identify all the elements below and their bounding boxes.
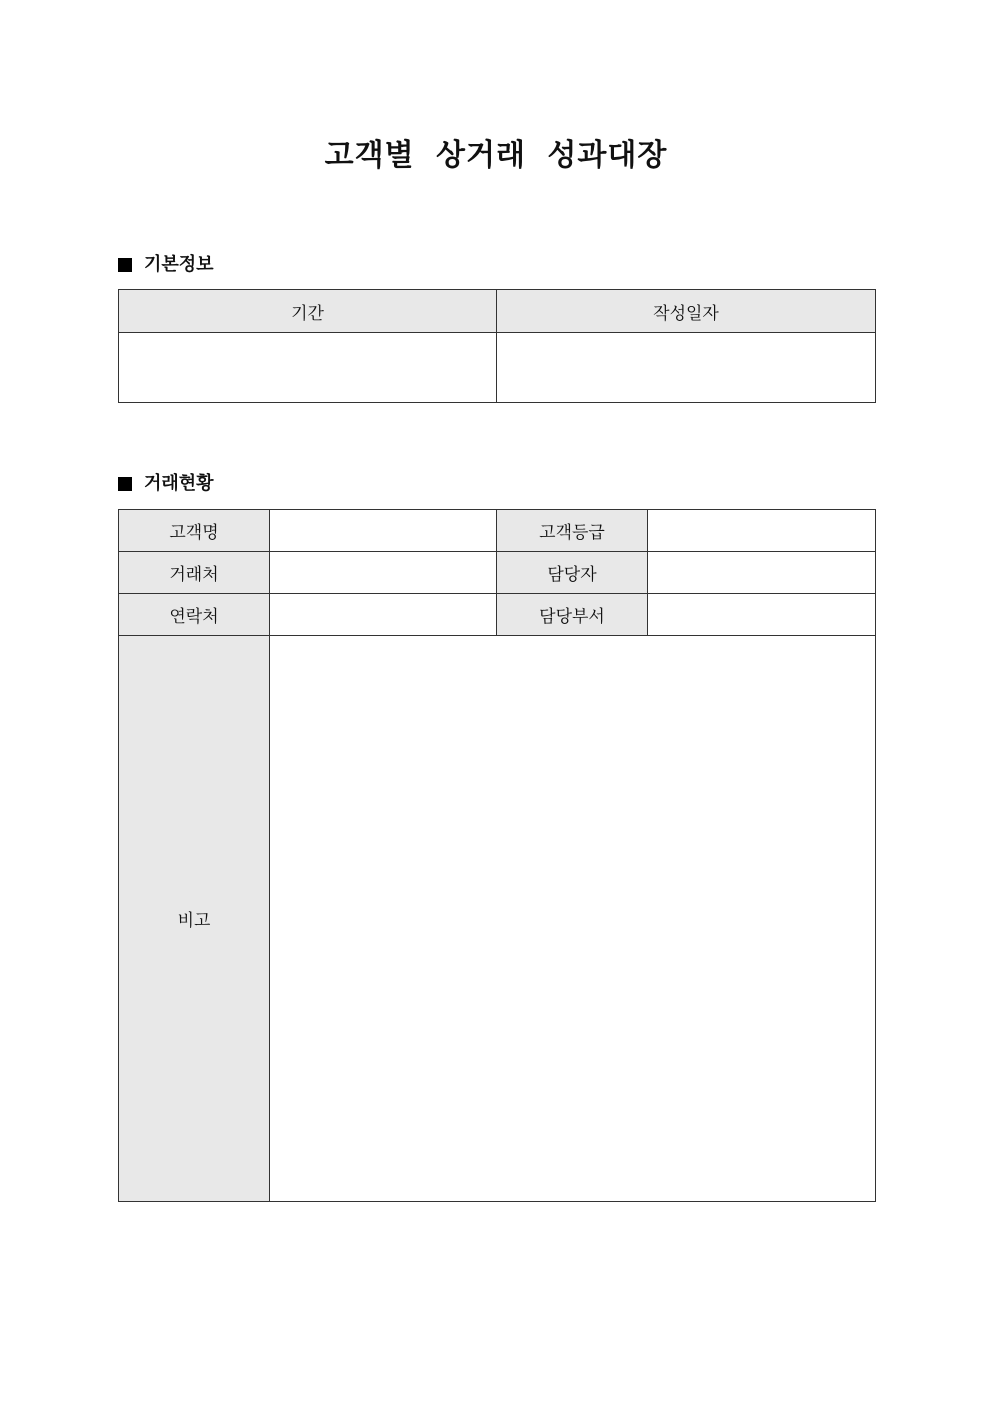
remarks-label: 비고 — [119, 636, 270, 1202]
manager-field[interactable] — [648, 552, 876, 594]
section-heading-trade-status — [118, 471, 214, 497]
square-bullet-icon — [118, 477, 132, 491]
period-field[interactable] — [119, 333, 497, 403]
customer-grade-field[interactable] — [648, 510, 876, 552]
document-title: 고객별 상거래 성과대장 — [324, 138, 668, 173]
department-field[interactable] — [648, 594, 876, 636]
section-heading-basic-info — [118, 252, 214, 278]
contact-field[interactable] — [270, 594, 497, 636]
section-heading-label: 기본정보 — [144, 254, 214, 275]
period-label: 기간 — [119, 290, 497, 333]
contact-label: 연락처 — [119, 594, 270, 636]
customer-name-label: 고객명 — [119, 510, 270, 552]
customer-name-field[interactable] — [270, 510, 497, 552]
customer-grade-label: 고객등급 — [497, 510, 648, 552]
basic-info-table — [118, 289, 876, 403]
section-heading-label: 거래현황 — [144, 473, 214, 494]
date-field[interactable] — [497, 333, 876, 403]
square-bullet-icon — [118, 258, 132, 272]
department-label: 담당부서 — [497, 594, 648, 636]
date-label: 작성일자 — [497, 290, 876, 333]
client-field[interactable] — [270, 552, 497, 594]
remarks-field[interactable] — [270, 636, 876, 1202]
manager-label: 담당자 — [497, 552, 648, 594]
client-label: 거래처 — [119, 552, 270, 594]
trade-status-table — [118, 509, 876, 1202]
